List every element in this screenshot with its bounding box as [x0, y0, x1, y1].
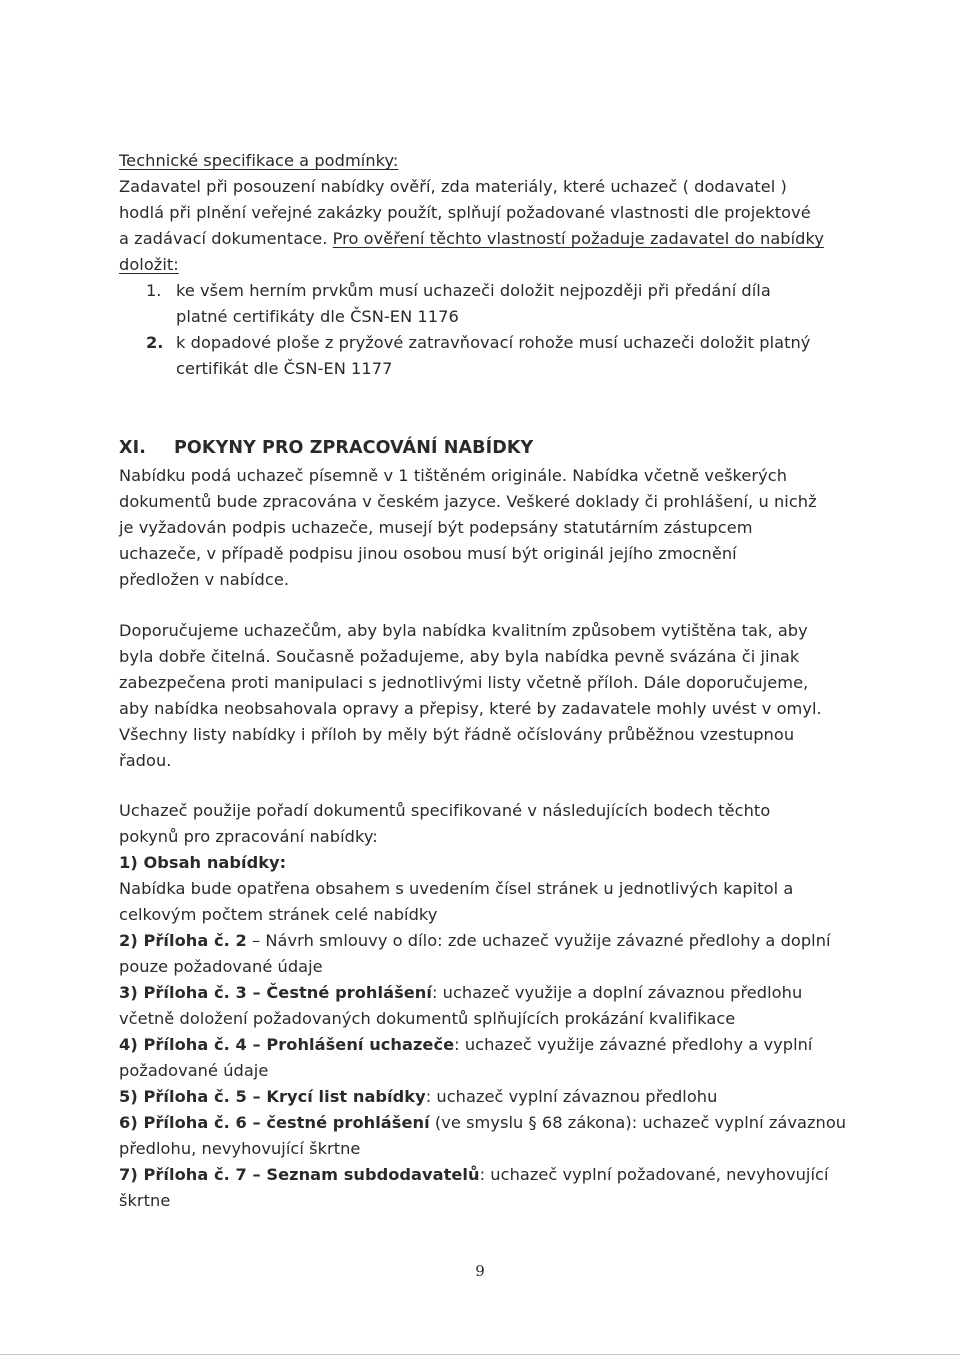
spec-item-2-number: 2. — [146, 333, 164, 352]
entry-4-line-2: požadované údaje — [119, 1061, 269, 1080]
para1-line-1: Nabídku podá uchazeč písemně v 1 tištěném originále. Nabídka včetně veškerých — [119, 466, 788, 485]
specs-intro-line-1: Zadavatel při posouzení nabídky ověří, zda materiály, které uchazeč ( dodavatel ) — [119, 177, 787, 196]
entry-5-text: : uchazeč vyplní závaznou předlohu — [425, 1087, 718, 1106]
entry-6-text: (ve smyslu § 68 zákona): uchazeč vyplní závaznou — [429, 1113, 847, 1132]
entry-2-dash: – — [246, 931, 266, 950]
specs-intro-underlined-2: doložit: — [119, 255, 179, 274]
entry-6-line-2: předlohu, nevyhovující škrtne — [119, 1139, 361, 1158]
specs-intro-line-3 — [119, 228, 824, 250]
specs-heading: Technické specifikace a podmínky: — [119, 151, 399, 170]
spec-item-1-line-1: ke všem herním prvkům musí uchazeči doložit nejpozději při předání díla — [176, 281, 771, 300]
entry-2-line-2: pouze požadované údaje — [119, 957, 323, 976]
para2-line-5: Všechny listy nabídky i příloh by měly být řádně očíslovány průběžnou vzestupnou — [119, 725, 795, 744]
specs-intro-text: a zadávací dokumentace. — [119, 229, 333, 248]
entry-7-text: : uchazeč vyplní požadované, nevyhovující — [479, 1165, 829, 1184]
para2-line-6: řadou. — [119, 751, 172, 770]
obsah-line-1: Nabídka bude opatřena obsahem s uvedením čísel stránek u jednotlivých kapitol a — [119, 879, 794, 898]
entry-7-title: Seznam subdodavatelů — [266, 1165, 480, 1184]
entry-2-text: Návrh smlouvy o dílo: zde uchazeč využije závazné předlohy a doplní — [265, 931, 831, 950]
entry-4-label: 4) Příloha č. 4 – — [119, 1035, 267, 1054]
para1-line-5: předložen v nabídce. — [119, 570, 290, 589]
para2-line-4: aby nabídka neobsahovala opravy a přepisy, které by zadavatele mohly uvést v omyl. — [119, 699, 822, 718]
specs-intro-underlined: Pro ověření těchto vlastností požaduje zadavatel do nabídky — [332, 229, 824, 248]
entry-4-title: Prohlášení uchazeče — [266, 1035, 455, 1054]
scan-edge-line — [0, 1354, 960, 1355]
entry-4-line-1 — [119, 1034, 812, 1056]
entry-3-line-1 — [119, 982, 802, 1004]
para1-line-2: dokumentů bude zpracována v českém jazyce. Veškeré doklady či prohlášení, u nichž — [119, 492, 817, 511]
entry-5-title: Krycí list nabídky — [266, 1087, 426, 1106]
entry-6-title: čestné prohlášení — [266, 1113, 430, 1132]
entry-4-text: : uchazeč využije závazné předlohy a vyplní — [454, 1035, 813, 1054]
para3-line-1: Uchazeč použije pořadí dokumentů specifikované v následujících bodech těchto — [119, 801, 771, 820]
obsah-line-2: celkovým počtem stránek celé nabídky — [119, 905, 438, 924]
para1-line-3: je vyžadován podpis uchazeče, musejí být podepsány statutárním zástupcem — [119, 518, 753, 537]
spec-item-1-line-2: platné certifikáty dle ČSN-EN 1176 — [176, 307, 459, 326]
entry-3-label: 3) Příloha č. 3 – — [119, 983, 267, 1002]
obsah-heading: 1) Obsah nabídky: — [119, 853, 287, 872]
entry-6-label: 6) Příloha č. 6 – — [119, 1113, 267, 1132]
entry-7-label: 7) Příloha č. 7 – — [119, 1165, 267, 1184]
para3-line-2: pokynů pro zpracování nabídky: — [119, 827, 378, 846]
entry-5-label: 5) Příloha č. 5 – — [119, 1087, 267, 1106]
entry-3-title: Čestné prohlášení — [266, 983, 432, 1002]
section-xi-number: XI. — [119, 438, 146, 458]
entry-6-line-1 — [119, 1112, 846, 1134]
para2-line-1: Doporučujeme uchazečům, aby byla nabídka kvalitním způsobem vytištěna tak, aby — [119, 621, 808, 640]
page-number: 9 — [475, 1262, 485, 1280]
entry-5-line-1 — [119, 1086, 717, 1108]
section-xi-title: POKYNY PRO ZPRACOVÁNÍ NABÍDKY — [174, 438, 534, 458]
spec-item-1-number: 1. — [146, 281, 162, 300]
spec-item-2-line-1: k dopadové ploše z pryžové zatravňovací rohože musí uchazeči doložit platný — [176, 333, 811, 352]
para2-line-3: zabezpečena proti manipulaci s jednotlivými listy včetně příloh. Dále doporučujeme, — [119, 673, 809, 692]
spec-item-2-line-2: certifikát dle ČSN-EN 1177 — [176, 359, 393, 378]
para1-line-4: uchazeče, v případě podpisu jinou osobou musí být originál jejího zmocnění — [119, 544, 737, 563]
entry-7-line-2: škrtne — [119, 1191, 171, 1210]
entry-7-line-1 — [119, 1164, 829, 1186]
entry-2-line-1 — [119, 930, 831, 952]
entry-3-line-2: včetně doložení požadovaných dokumentů splňujících prokázání kvalifikace — [119, 1009, 736, 1028]
para2-line-2: byla dobře čitelná. Současně požadujeme, aby byla nabídka pevně svázána či jinak — [119, 647, 800, 666]
entry-3-text: : uchazeč využije a doplní závaznou předlohu — [431, 983, 803, 1002]
specs-intro-line-2: hodlá při plnění veřejné zakázky použít, splňují požadované vlastnosti dle projektové — [119, 203, 811, 222]
entry-2-label: 2) Příloha č. 2 — [119, 931, 247, 950]
